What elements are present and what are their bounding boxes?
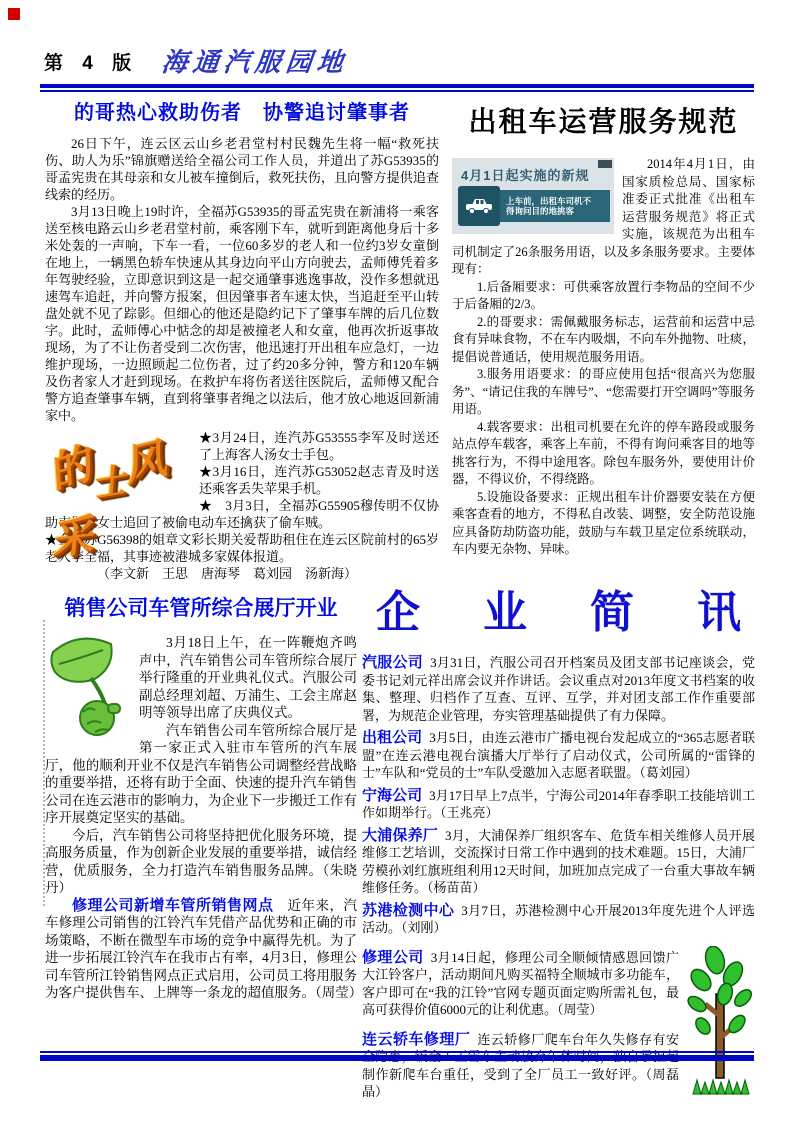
- new-rule-banner: [452, 158, 614, 234]
- star-item: ★ 3月3日，全福苏G55905穆传明不仅协助市民王女士追回了被偷电动车还擒获了偷车贼。: [45, 498, 439, 530]
- paragraph: 3.服务用语要求：的哥应使用包括“很高兴为您服务”、“请记住我的车牌号”、“您需要打开空调吗”等服务用语。: [452, 367, 755, 416]
- regulation-title: 出租车运营服务规范: [468, 106, 739, 137]
- paragraph: 2.的哥要求：需佩戴服务标志，运营前和运营中忌食有异味食物，不在车内吸烟，不向车外抛物、吐痰，提倡说普通话，使用规范服务用语。: [452, 314, 755, 364]
- paragraph: 26日下午，连云区云山乡老君堂村村民魏先生将一幅“救死扶伤、助人为乐”锦旗赠送给全福公司工作人员，并道出了苏G53935的哥孟宪贵在其母亲和女儿被车撞倒后，救死扶伤，且向警方提供追查线索的经历。: [45, 136, 439, 202]
- banner-headline: 4月1日起实施的新规: [461, 168, 590, 183]
- brief-label: 连云轿车修理厂: [362, 1030, 471, 1048]
- wordart-char: 风: [118, 434, 171, 491]
- brief-text: 3月7日，苏港检测中心开展2013年度先进个人评选活动。（刘刚）: [362, 902, 755, 935]
- paragraph: 4.载客要求：出租司机要在允许的停车路段或服务站点停车载客，乘客上车前，不得有询问乘客目的地等挑客行为，不得中途甩客。除包车服务外，要使用计价器，不得议价，不得绕路。: [452, 419, 755, 486]
- leaf-hand-clipart: [45, 634, 131, 742]
- banner-ribbon-text: [482, 190, 610, 216]
- brief-label: 苏港检测中心: [362, 901, 455, 919]
- byline: （李文新 王思 唐海琴 葛刘园 汤新海）: [97, 566, 358, 581]
- brief-label: 出租公司: [362, 729, 423, 746]
- brief-text: 3月14日起，修理公司全顺倾情感恩回馈广大江铃客户，活动期间凡购买福特全顺城市多功能车，客户即可在“我的江铃”官网专题页面定购所需礼包，最高可获得价值6000元的让利优惠。（周莹）: [362, 949, 679, 1017]
- footer-rule: [40, 1051, 754, 1061]
- taxi-style-wordart: [42, 429, 193, 564]
- repair-network-heading: 修理公司新增车管所销售网点: [72, 896, 274, 914]
- left-article: [42, 96, 439, 582]
- brief-text: 3月31日，汽服公司召开档案员及团支部书记座谈会，党委书记刘元祥出席会议并作讲话。会议重点对2013年度文书档案的收集、整理、归档作了互查、互评、互学，并对团支部工作作重要部署，为规范企业管理，夯实管理基础提供了有力保障。: [362, 655, 755, 723]
- showroom-article: [45, 592, 363, 1002]
- brief-label: 修理公司: [362, 948, 424, 966]
- brief-item: [362, 787, 755, 822]
- repair-network-body: 近年来，汽车修理公司销售的江铃汽车凭借产品优势和正确的市场策略，不断在微型车市场的竞争中赢得先机。为了进一步拓展江铃汽车在我市占有率，4月3日，修理公司车管所江铃销售网点正式启用，公司员工将用服务为客户提供售车、上牌等一条龙的超值服务。（周莹）: [45, 897, 363, 1000]
- regulation-article: [452, 100, 755, 559]
- brief-label: 宁海公司: [362, 786, 423, 804]
- brief-text: 3月，大浦保养厂组织客车、危货车相关维修人员开展维修工艺培训，交流探讨日常工作中遇到的技术难题。15日，大浦厂劳模孙刘红旗班组利用12天时间，加班加点完成了一台重大事故车辆维修任务。（杨苗苗）: [362, 827, 755, 895]
- paragraph: 今后，汽车销售公司将坚持把优化服务环境，提高服务质量，作为创新企业发展的重要举措，诚信经营，优质服务，全力打造汽车销售服务品牌。（朱晓丹）: [45, 827, 357, 895]
- ribbon-line: 得询问目的地挑客: [506, 206, 575, 216]
- banner-ribbon: [482, 190, 610, 222]
- banner-corner-mark: [598, 160, 612, 168]
- paragraph: [45, 896, 363, 1002]
- paragraph: 3月13日晚上19时许，全福苏G53935的哥孟宪贵在新浦将一乘客送至核电路云山乡老君堂村前，乘客刚下车，就听到距离他身后十多米处轰的一声响，下车一看，一位60多岁的老人和一位约3岁女童倒在地上，一辆黑色轿车快速从其身边向平山方向驶去，孟师傅凭着多年驾驶经验，立即意识到这是一起交通肇事逃逸事故，没作多想就迅速驾车追赶，并向警方报案，但因肇事者车速太快，当追赶至平山转盘处就不见了踪影。但细心的他还是隐约记下了肇事车牌的后几位数字。此时，孟师傅心中惦念的却是被撞老人和女童，他再次折返事故现场，为了不让伤者受到二次伤害，他迅速打开出租车应急灯，一边维护现场，一边照顾起二位伤者，过了约20多分钟，警方和120车辆及伤者家人才赶到现场。在救护车将伤者送往医院后，孟师傅又配合警方追查肇事车辆，直到将肇事者绳之以法后，他才放心地返回新浦家中。: [45, 204, 439, 423]
- wordart-char: 采: [47, 511, 96, 564]
- showroom-title: 销售公司车管所综合展厅开业: [64, 597, 338, 620]
- briefs-title: 企 业 简 讯: [376, 588, 767, 637]
- brief-text: 3月17日早上7点半，宁海公司2014年春季职工技能培训工作如期举行。（王兆亮）: [362, 787, 755, 820]
- brief-item: [362, 902, 755, 937]
- car-icon: [458, 186, 500, 226]
- taxi-style-section: [42, 429, 439, 582]
- star-item: ★3月24日，连汽苏G53555李军及时送还了上海客人汤女士手包。: [199, 430, 439, 462]
- brief-text: 3月5日，由连云港市广播电视台发起成立的“365志愿者联盟”在连云港电视台演播大厅举行了启动仪式，公司所属的“雷锋的士”车队和“党员的士”车队受邀加入志愿者联盟。（葛刘园）: [362, 730, 755, 780]
- paragraph: 1.后备厢要求：可供乘客放置行李物品的空间不少于后备厢的2/3。: [452, 279, 755, 311]
- paragraph: 汽车销售公司车管所综合展厅是第一家正式入驻市车管所的汽车展厅，他的顺利开业不仅是汽车销售公司调整经营战略的重要举措，还将有助于全面、快速的提升汽车销售公司在连云港市的影响力，为企业下一步搬迁工作有序开展奠定坚实的基础。: [45, 722, 357, 825]
- paragraph: 5.设施设备要求：正规出租车计价器要安装在方便乘客查看的地方，不得私自改装、调整，安全防范设施应具备防劫防盗功能，鼓励与车载卫星定位系统联动，车内要无杂物、异味。: [452, 489, 755, 556]
- page-number: 第 4 版: [44, 53, 139, 74]
- wordart-char: 士: [89, 461, 130, 505]
- paragraph: 2014年4月1日，由国家质检总局、国家标准委正式批准《出租车运营服务规范》将正式实施，该规范为出租车司机制定了26条服务用语，以及多条服务要求。主要体现有：: [452, 157, 755, 276]
- brief-label: 汽服公司: [362, 654, 424, 671]
- tree-clipart: [685, 946, 755, 1096]
- brief-label: 大浦保养厂: [362, 826, 438, 844]
- header-rule: [40, 84, 754, 92]
- paragraph: 3月18日上午，在一阵鞭炮齐鸣声中，汽车销售公司车管所综合展厅举行隆重的开业典礼仪式。汽服公司副总经理刘超、万浦生、工会主席赵明等领导出席了庆典仪式。: [139, 635, 357, 720]
- masthead: 海通汽服园地: [160, 48, 350, 77]
- ribbon-line: 上车前，出租车司机不: [506, 196, 592, 206]
- brief-item: [362, 729, 755, 782]
- star-item: ★全福苏G56398的姐章文彩长期关爱帮助租住在连云区院前村的65岁老人李全福，其事迹被港城多家媒体报道。: [45, 532, 439, 564]
- brief-text: 连云轿修厂爬车台年久失修存有安全隐患，钣金工王雪东主动放弃午休时间，独自承担起制作新爬车台重任，受到了全厂员工一致好评。（周磊晶）: [362, 1031, 679, 1099]
- briefs-section: [362, 576, 767, 1106]
- brief-item: [362, 827, 755, 897]
- wordart-char: 的: [42, 440, 97, 498]
- left-article-title: 的哥热心救助伤者 协警追讨肇事者: [74, 102, 410, 124]
- star-item: ★3月16日，连汽苏G53052赵志青及时送还乘客丢失苹果手机。: [199, 464, 439, 496]
- brief-item: [362, 654, 755, 724]
- corner-mark: [8, 8, 20, 20]
